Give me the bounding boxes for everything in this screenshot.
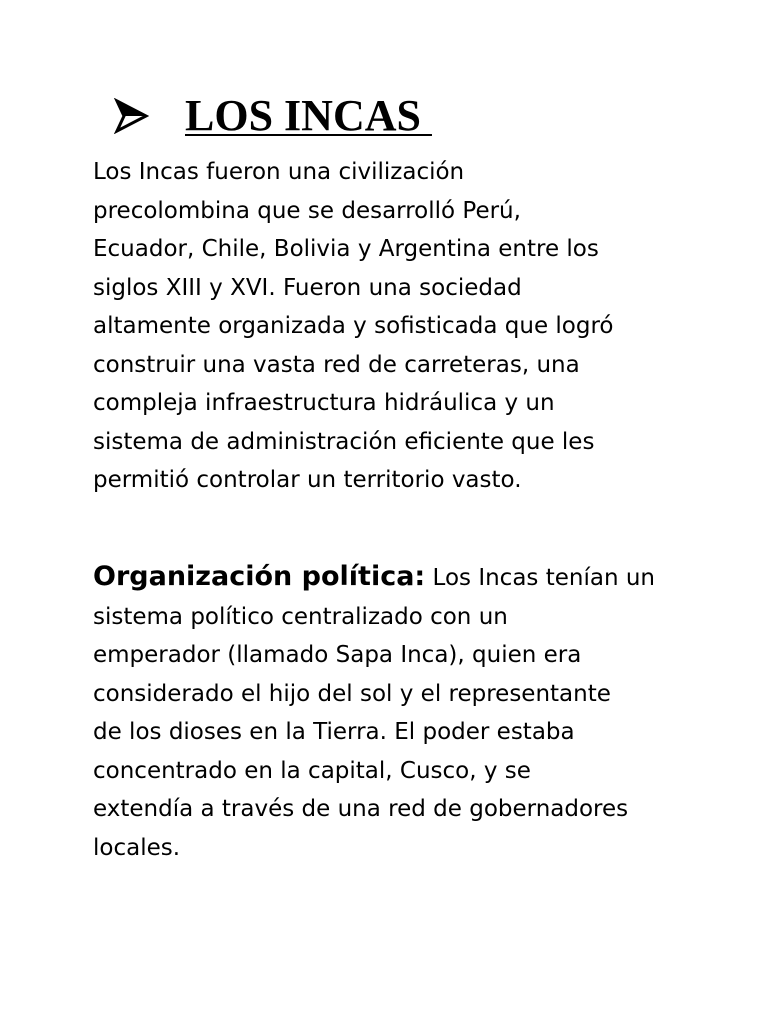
- arrowhead-bullet-icon: [113, 98, 149, 134]
- title-row: [113, 88, 432, 144]
- section-first-line: Los Incas tenían un: [425, 565, 655, 591]
- section-line: locales.: [93, 834, 181, 861]
- section-line: concentrado en la capital, Cusco, y se: [93, 757, 531, 784]
- section-heading: Organización política:: [93, 561, 426, 592]
- political-organization-paragraph: [93, 558, 705, 867]
- section-line: emperador (llamado Sapa Inca), quien era: [93, 642, 582, 668]
- section-line: considerado el hijo del sol y el representante: [93, 680, 611, 707]
- intro-line: sistema de administración eficiente que les: [93, 428, 595, 455]
- intro-line: permitió controlar un territorio vasto.: [93, 467, 522, 493]
- intro-line: altamente organizada y sofisticada que logró: [93, 313, 614, 339]
- section-line: extendía a través de una red de gobernadores: [93, 796, 629, 822]
- page-title: LOS INCAS: [185, 91, 432, 140]
- intro-line: compleja infraestructura hidráulica y un: [93, 390, 555, 416]
- intro-line: Los Incas fueron una civilización: [93, 159, 465, 185]
- intro-line: Ecuador, Chile, Bolivia y Argentina entre los: [93, 236, 599, 262]
- section-line: sistema político centralizado con un: [93, 603, 508, 630]
- intro-paragraph: [93, 153, 705, 500]
- intro-line: construir una vasta red de carreteras, una: [93, 351, 580, 378]
- section-line: de los dioses en la Tierra. El poder estaba: [93, 719, 575, 745]
- intro-line: siglos XIII y XVI. Fueron una sociedad: [93, 274, 522, 301]
- intro-line: precolombina que se desarrolló Perú,: [93, 197, 521, 224]
